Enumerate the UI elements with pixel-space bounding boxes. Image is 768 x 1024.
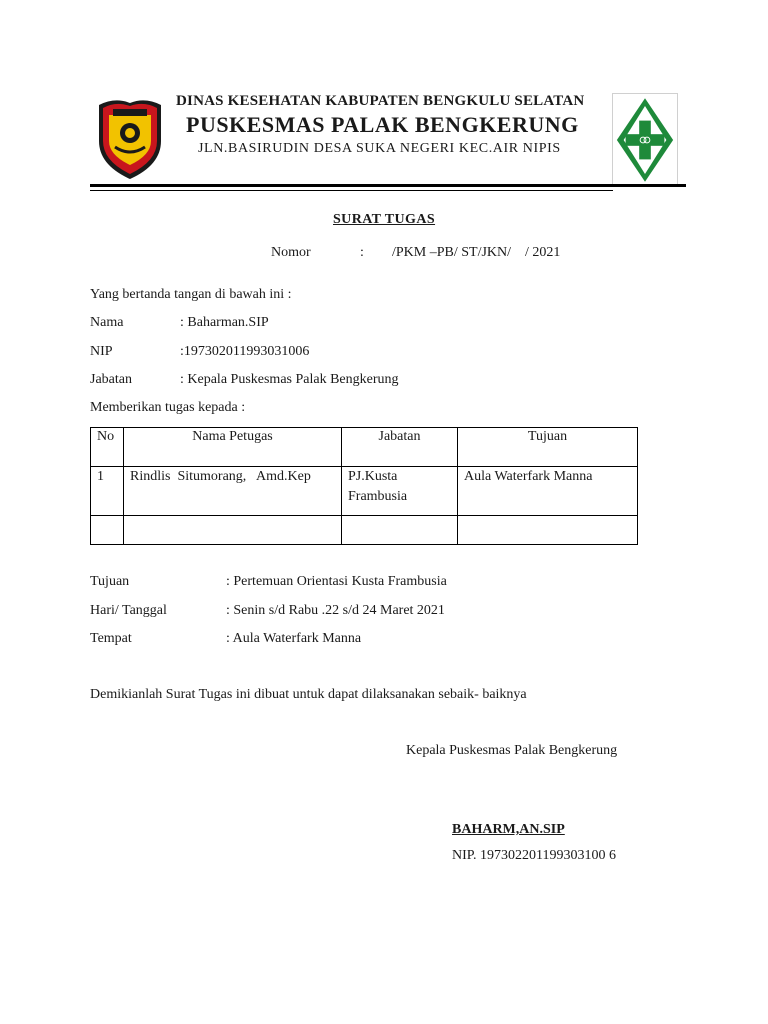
header-rule-thick xyxy=(90,184,686,187)
detail-label-hari-tanggal: Hari/ Tanggal xyxy=(90,603,167,618)
detail-label-tempat: Tempat xyxy=(90,631,132,646)
field-value-nama: : Baharman.SIP xyxy=(180,315,269,330)
agency-name: DINAS KESEHATAN KABUPATEN BENGKULU SELATAN xyxy=(176,93,585,109)
cell-tujuan xyxy=(458,516,638,545)
nomor-label: Nomor xyxy=(271,245,311,260)
cell-no xyxy=(91,516,124,545)
header-rule-thin xyxy=(90,190,613,191)
assignment-table xyxy=(90,427,638,545)
institution-name: PUSKESMAS PALAK BENGKERUNG xyxy=(186,112,579,137)
detail-label-tujuan: Tujuan xyxy=(90,574,130,589)
intro-text: Yang bertanda tangan di bawah ini : xyxy=(90,287,292,302)
field-label-nip: NIP xyxy=(90,344,113,359)
signatory-position: Kepala Puskesmas Palak Bengkerung xyxy=(406,743,618,758)
cell-jabatan xyxy=(342,516,458,545)
cell-nama-petugas: Rindlis Situmorang, Amd.Kep xyxy=(124,467,342,516)
table-row-empty xyxy=(91,516,638,545)
signatory-name: BAHARM,AN.SIP xyxy=(452,822,565,837)
puskesmas-cross-logo xyxy=(612,93,678,187)
signatory-nip: NIP. 197302201199303100 6 xyxy=(452,848,616,863)
column-header-nama-petugas: Nama Petugas xyxy=(124,428,342,467)
institution-address: JLN.BASIRUDIN DESA SUKA NEGERI KEC.AIR NIPIS xyxy=(198,141,561,156)
field-label-nama: Nama xyxy=(90,315,124,330)
column-header-no: No xyxy=(91,428,124,467)
table-row xyxy=(91,467,638,516)
detail-value-hari-tanggal: : Senin s/d Rabu .22 s/d 24 Maret 2021 xyxy=(226,603,445,618)
field-value-jabatan: : Kepala Puskesmas Palak Bengkerung xyxy=(180,372,399,387)
cell-no: 1 xyxy=(91,467,124,516)
table-header-row xyxy=(91,428,638,467)
field-label-jabatan: Jabatan xyxy=(90,372,132,387)
nomor-value: /PKM –PB/ ST/JKN/ / 2021 xyxy=(392,245,561,260)
document-title: SURAT TUGAS xyxy=(333,212,436,227)
closing-text: Demikianlah Surat Tugas ini dibuat untuk dapat dilaksanakan sebaik- baiknya xyxy=(90,687,527,702)
field-value-nip: :197302011993031006 xyxy=(180,344,310,359)
cell-tujuan: Aula Waterfark Manna xyxy=(458,467,638,516)
detail-value-tempat: : Aula Waterfark Manna xyxy=(226,631,362,646)
column-header-tujuan: Tujuan xyxy=(458,428,638,467)
column-header-jabatan: Jabatan xyxy=(342,428,458,467)
assign-intro-text: Memberikan tugas kepada : xyxy=(90,400,246,415)
cell-nama-petugas xyxy=(124,516,342,545)
nomor-separator: : xyxy=(360,245,364,260)
cell-jabatan: PJ.Kusta Frambusia xyxy=(342,467,458,516)
detail-value-tujuan: : Pertemuan Orientasi Kusta Frambusia xyxy=(226,574,447,589)
regency-emblem-logo xyxy=(95,95,165,181)
